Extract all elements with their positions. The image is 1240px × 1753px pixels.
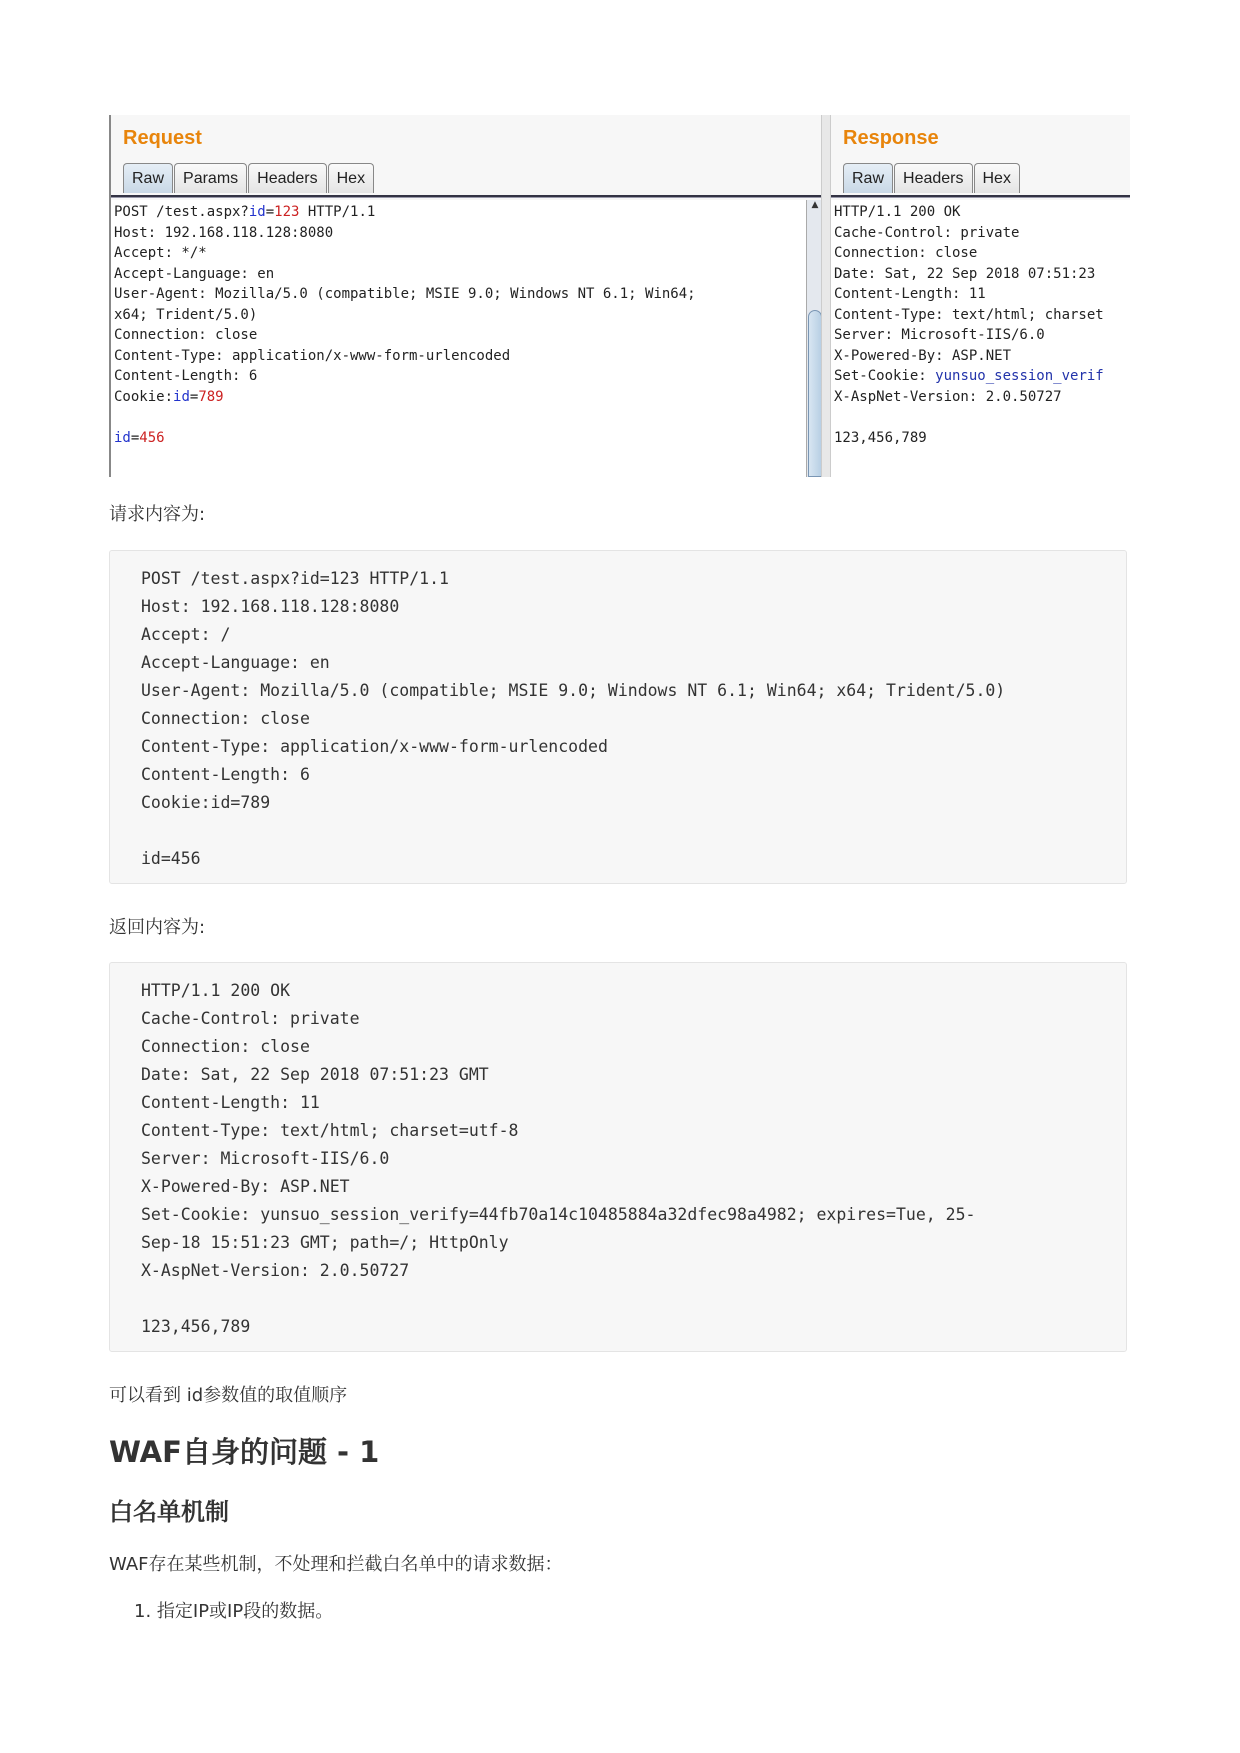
raw-line [834,387,1130,408]
raw-line [114,305,823,326]
request-title: Request [123,127,202,149]
tab-underline [111,195,823,198]
raw-text: Connection: close [114,327,258,343]
raw-text: Accept-Language: en [114,265,275,282]
code-line: 123,456,789 [141,1317,251,1336]
raw-text: = [265,204,275,220]
code-line: Host: 192.168.118.128:8080 [141,597,400,616]
response-tab-hex[interactable]: Hex [974,163,1020,193]
code-line: Accept-Language: en [141,653,330,672]
request-code-block [109,550,1127,884]
raw-text: 123,456,789 [834,429,927,446]
heading-whitelist: 白名单机制 [109,1498,229,1526]
raw-line [834,428,1130,449]
response-tab-raw[interactable]: Raw [843,163,893,193]
raw-line [114,223,823,244]
code-line: Cache-Control: private [141,1009,360,1028]
raw-text: Content-Length: 6 [114,368,258,384]
raw-line [834,202,1130,223]
raw-text: Content-Length: 11 [834,286,986,302]
tab-underline [831,195,1130,198]
response-label: 返回内容为: [109,917,206,938]
raw-line [834,346,1130,367]
param-name: id [173,388,190,405]
raw-line [834,407,1130,428]
raw-text: Accept: */* [114,245,207,261]
code-line: id=456 [141,849,201,868]
raw-line [834,305,1130,326]
response-tab-headers[interactable]: Headers [894,163,972,193]
raw-text: Set-Cookie: [834,368,936,384]
code-line: Connection: close [141,1037,310,1056]
raw-text: HTTP/1.1 200 OK [834,204,961,220]
raw-line [834,264,1130,285]
raw-text: X-AspNet-Version: 2.0.50727 [834,388,1062,405]
raw-line [114,407,823,428]
raw-text: = [130,429,140,446]
raw-text: User-Agent: Mozilla/5.0 (compatible; MSIE 9.0; Windows NT 6.1; Win64; [114,286,696,302]
request-tab-hex[interactable]: Hex [328,163,374,193]
code-line: Content-Type: application/x-www-form-urlencoded [141,737,608,756]
code-line: Set-Cookie: yunsuo_session_verify=44fb70a14c10485884a32dfec98a4982; expires=Tue, 25- [141,1205,976,1224]
request-tab-params[interactable]: Params [174,163,247,193]
raw-text: = [189,388,199,405]
code-line: Cookie:id=789 [141,793,271,812]
param-value: 456 [139,429,165,446]
code-line: Content-Type: text/html; charset=utf-8 [141,1121,519,1140]
raw-line [114,346,823,367]
response-panel [831,115,1130,477]
param-value: 123 [274,204,300,220]
param-name: id [114,429,131,446]
raw-line [114,325,823,346]
raw-line [114,284,823,305]
code-line: Connection: close [141,709,310,728]
raw-text: POST /test.aspx? [114,204,249,220]
response-code-block [109,962,1127,1352]
raw-text: X-Powered-By: ASP.NET [834,347,1012,364]
raw-line [114,387,823,408]
code-line: Accept: / [141,625,231,644]
param-value: 789 [198,388,224,405]
code-line: POST /test.aspx?id=123 HTTP/1.1 [141,569,449,588]
response-title: Response [843,127,939,149]
request-tab-raw[interactable]: Raw [123,163,173,193]
raw-line [114,428,823,449]
raw-line [834,284,1130,305]
raw-text: Content-Type: text/html; charset [834,306,1104,323]
code-line: Content-Length: 11 [141,1093,320,1112]
code-line: X-AspNet-Version: 2.0.50727 [141,1261,410,1280]
code-line: HTTP/1.1 200 OK [141,981,291,1000]
request-tabs [123,163,375,193]
scroll-up-arrow-icon[interactable]: ▲ [811,200,819,210]
raw-line [114,202,823,223]
scrollbar-thumb[interactable] [808,310,822,477]
code-line [141,1285,1126,1313]
split-divider[interactable] [821,115,831,477]
list-item: 1. 指定IP或IP段的数据。 [134,1601,334,1622]
response-raw-text[interactable] [831,200,1130,477]
raw-line [834,243,1130,264]
request-panel [109,115,823,477]
request-raw-text[interactable] [111,200,823,477]
response-tabs [843,163,1021,193]
code-line [141,817,1126,845]
code-line: X-Powered-By: ASP.NET [141,1177,350,1196]
raw-text: Content-Type: application/x-www-form-urlencoded [114,347,511,364]
raw-line [834,223,1130,244]
raw-text: Cookie: [114,388,174,405]
raw-text: Cache-Control: private [834,224,1020,241]
raw-text: Date: Sat, 22 Sep 2018 07:51:23 [834,265,1096,282]
raw-text: Host: 192.168.118.128:8080 [114,224,334,241]
whitelist-intro: WAF存在某些机制，不处理和拦截白名单中的请求数据： [109,1554,563,1575]
raw-line [834,325,1130,346]
raw-line [834,366,1130,387]
raw-line [114,243,823,264]
raw-text: HTTP/1.1 [299,204,376,220]
burp-screenshot [109,115,1130,477]
request-tab-headers[interactable]: Headers [248,163,326,193]
param-name: id [248,204,266,220]
code-line: User-Agent: Mozilla/5.0 (compatible; MSIE 9.0; Windows NT 6.1; Win64; x64; Trident/5.0) [141,681,1006,700]
raw-text: yunsuo_session_verif [935,368,1104,384]
code-line: Content-Length: 6 [141,765,310,784]
heading-waf-issues: WAF自身的问题 - 1 [109,1435,380,1469]
observation-text: 可以看到 id参数值的取值顺序 [109,1385,348,1406]
raw-text: x64; Trident/5.0) [114,306,258,323]
raw-text: Server: Microsoft-IIS/6.0 [834,327,1045,343]
raw-line [114,366,823,387]
raw-text: Connection: close [834,245,978,261]
raw-line [114,264,823,285]
request-label: 请求内容为: [109,504,206,525]
code-line: Date: Sat, 22 Sep 2018 07:51:23 GMT [141,1065,489,1084]
code-line: Server: Microsoft-IIS/6.0 [141,1149,390,1168]
code-line: Sep-18 15:51:23 GMT; path=/; HttpOnly [141,1233,509,1252]
